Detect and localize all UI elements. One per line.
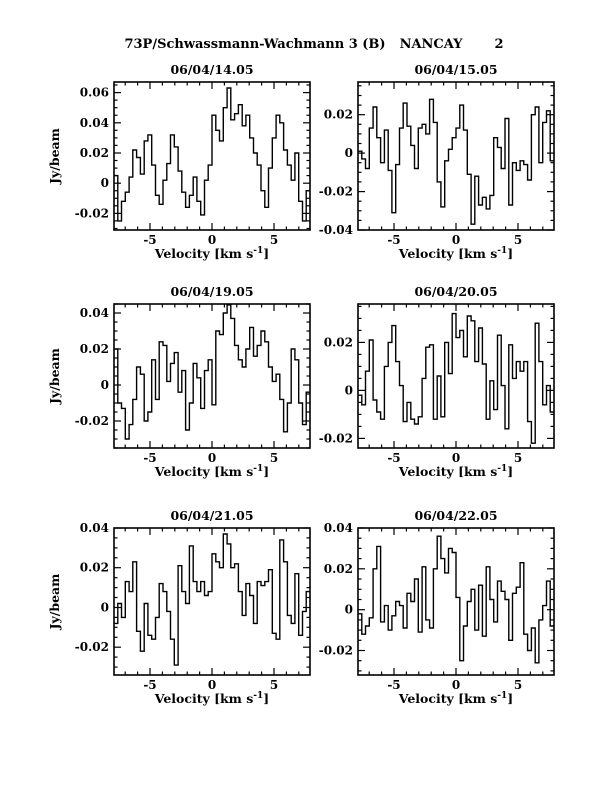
y-tick-label: 0.02 [323,107,353,122]
y-tick-label: -0.02 [318,431,353,446]
x-tick-label: 5 [513,678,523,692]
spectrum-panel-5 [47,508,310,706]
spectrum-panel-3 [47,284,310,479]
y-tick-label: 0.02 [79,342,109,356]
y-tick-label: 0 [100,378,109,392]
x-tick-label: -5 [143,451,157,465]
y-tick-label: 0.04 [323,521,353,535]
y-tick-label: 0.04 [79,521,109,535]
panel-title: 06/04/20.05 [414,284,498,299]
y-tick-label: 0 [100,600,109,615]
y-tick-label: 0 [344,383,353,398]
spectrum-trace [358,99,554,224]
spectrum-panel-1 [47,62,310,261]
panel-title: 06/04/22.05 [414,508,498,523]
plot-frame [358,528,554,675]
x-axis-label: Velocity [km $s^{-1}$] [154,691,270,706]
page-number: 2 [494,37,504,52]
x-axis-label: Velocity [km $s^{-1}$] [398,691,514,706]
y-tick-label: 0 [344,602,353,617]
spectrum-trace [358,314,554,444]
spectrum-panel-4 [319,284,554,479]
panel-title: 06/04/14.05 [170,62,254,77]
comet-name: 73P/Schwassmann-Wachmann 3 (B) [124,37,386,52]
panel-title: 06/04/19.05 [170,284,254,299]
x-tick-label: -5 [387,233,401,247]
panel-title: 06/04/15.05 [414,62,498,77]
x-tick-label: 0 [207,678,217,692]
observatory-name: NANCAY [399,37,463,52]
spectrum-trace [114,305,310,439]
y-tick-label: 0 [100,176,109,191]
x-tick-label: -5 [143,233,157,247]
y-axis-label: Jy/beam [47,573,62,630]
y-tick-label: -0.02 [74,414,109,428]
spectrum-trace [114,534,310,665]
x-tick-label: 0 [207,233,217,247]
x-axis-label: Velocity [km $s^{-1}$] [154,246,270,261]
y-axis-label: Jy/beam [47,128,62,184]
y-tick-label: 0.02 [323,561,353,576]
x-axis-label: Velocity [km $s^{-1}$] [398,246,514,261]
y-tick-label: -0.02 [318,643,353,658]
x-tick-label: 5 [513,451,523,465]
spectrum-panel-2 [319,62,554,261]
x-tick-label: -5 [143,678,157,692]
x-tick-label: 5 [513,233,523,247]
y-tick-label: 0.02 [323,335,353,350]
x-tick-label: -5 [387,678,401,692]
plot-frame [114,528,310,675]
y-axis-label: Jy/beam [47,348,62,404]
y-tick-label: 0 [344,146,353,161]
y-tick-label: -0.02 [74,206,109,221]
y-tick-label: -0.04 [318,223,353,237]
x-tick-label: 0 [451,451,461,465]
x-axis-label: Velocity [km $s^{-1}$] [154,464,270,479]
y-tick-label: 0.04 [79,115,109,130]
y-tick-label: 0.04 [79,306,109,320]
y-tick-label: -0.02 [318,184,353,199]
panel-title: 06/04/21.05 [170,508,254,523]
x-axis-label: Velocity [km $s^{-1}$] [398,464,514,479]
y-tick-label: 0.02 [79,560,109,575]
y-tick-label: 0.02 [79,146,109,160]
plot-frame [358,82,554,230]
y-tick-label: -0.02 [74,640,109,655]
x-tick-label: 0 [451,678,461,692]
spectrum-trace [114,88,310,221]
spectrum-trace [358,536,554,663]
x-tick-label: 5 [269,678,279,692]
y-tick-label: 0.06 [79,85,109,100]
x-tick-label: 0 [207,451,217,465]
x-tick-label: 5 [269,233,279,247]
x-tick-label: 0 [451,233,461,247]
x-tick-label: 5 [269,451,279,465]
x-tick-label: -5 [387,451,401,465]
spectrum-panel-6 [319,508,554,706]
